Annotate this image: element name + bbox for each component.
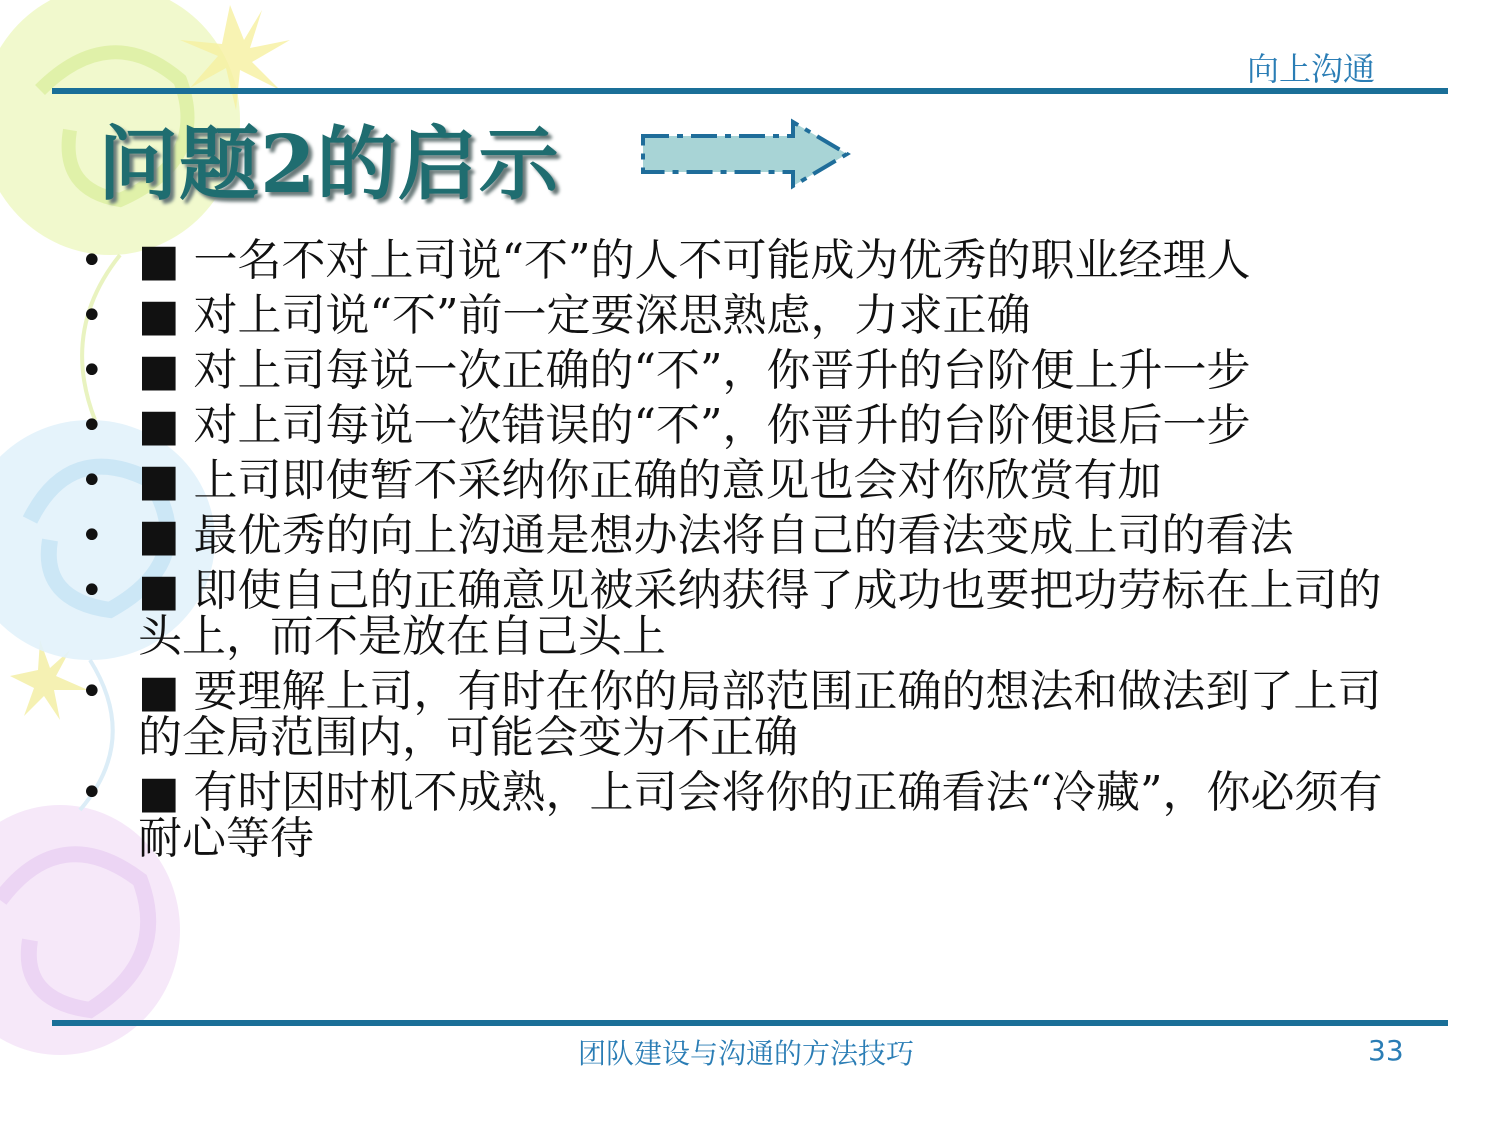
section-header: 向上沟通 <box>1246 50 1375 88</box>
bullet-marker: • <box>80 458 104 504</box>
bullet-item <box>80 767 1420 864</box>
bullet-item <box>80 235 1420 286</box>
bullet-marker: • <box>80 770 104 816</box>
slide-title: 问题2的启示 <box>98 117 560 211</box>
bullet-text: ■ 一名不对上司说“不”的人不可能成为优秀的职业经理人 <box>138 235 1251 286</box>
bullet-text: ■ 有时因时机不成熟，上司会将你的正确看法“冷藏”，你必须有耐心等待 <box>138 767 1383 864</box>
bullet-text: ■ 对上司每说一次正确的“不”，你晋升的台阶便上升一步 <box>138 345 1251 396</box>
bottom-divider <box>52 1020 1448 1026</box>
bullet-text: ■ 要理解上司，有时在你的局部范围正确的想法和做法到了上司的全局范围内，可能会变为不正确 <box>138 666 1382 763</box>
bullet-marker: • <box>80 568 104 614</box>
bullet-item <box>80 510 1420 561</box>
bullet-text: ■ 最优秀的向上沟通是想办法将自己的看法变成上司的看法 <box>138 510 1294 561</box>
top-divider <box>52 88 1448 94</box>
bullet-marker: • <box>80 293 104 339</box>
bullet-text: ■ 对上司说“不”前一定要深思熟虑，力求正确 <box>138 290 1031 341</box>
bullet-list <box>80 235 1420 871</box>
bullet-item <box>80 400 1420 451</box>
bullet-item <box>80 666 1420 763</box>
bullet-marker: • <box>80 403 104 449</box>
bullet-item <box>80 290 1420 341</box>
bullet-marker: • <box>80 669 104 715</box>
bullet-marker: • <box>80 238 104 284</box>
right-arrow-icon <box>635 118 855 190</box>
bullet-text: ■ 上司即使暂不采纳你正确的意见也会对你欣赏有加 <box>138 455 1162 506</box>
bullet-text: ■ 对上司每说一次错误的“不”，你晋升的台阶便退后一步 <box>138 400 1251 451</box>
bullet-text: ■ 即使自己的正确意见被采纳获得了成功也要把功劳标在上司的头上，而不是放在自己头上 <box>138 565 1382 662</box>
page-number: 33 <box>1368 1034 1404 1067</box>
bullet-marker: • <box>80 348 104 394</box>
bullet-item <box>80 345 1420 396</box>
bullet-marker: • <box>80 513 104 559</box>
footer-text: 团队建设与沟通的方法技巧 <box>578 1037 915 1070</box>
bullet-item <box>80 455 1420 506</box>
bullet-item <box>80 565 1420 662</box>
